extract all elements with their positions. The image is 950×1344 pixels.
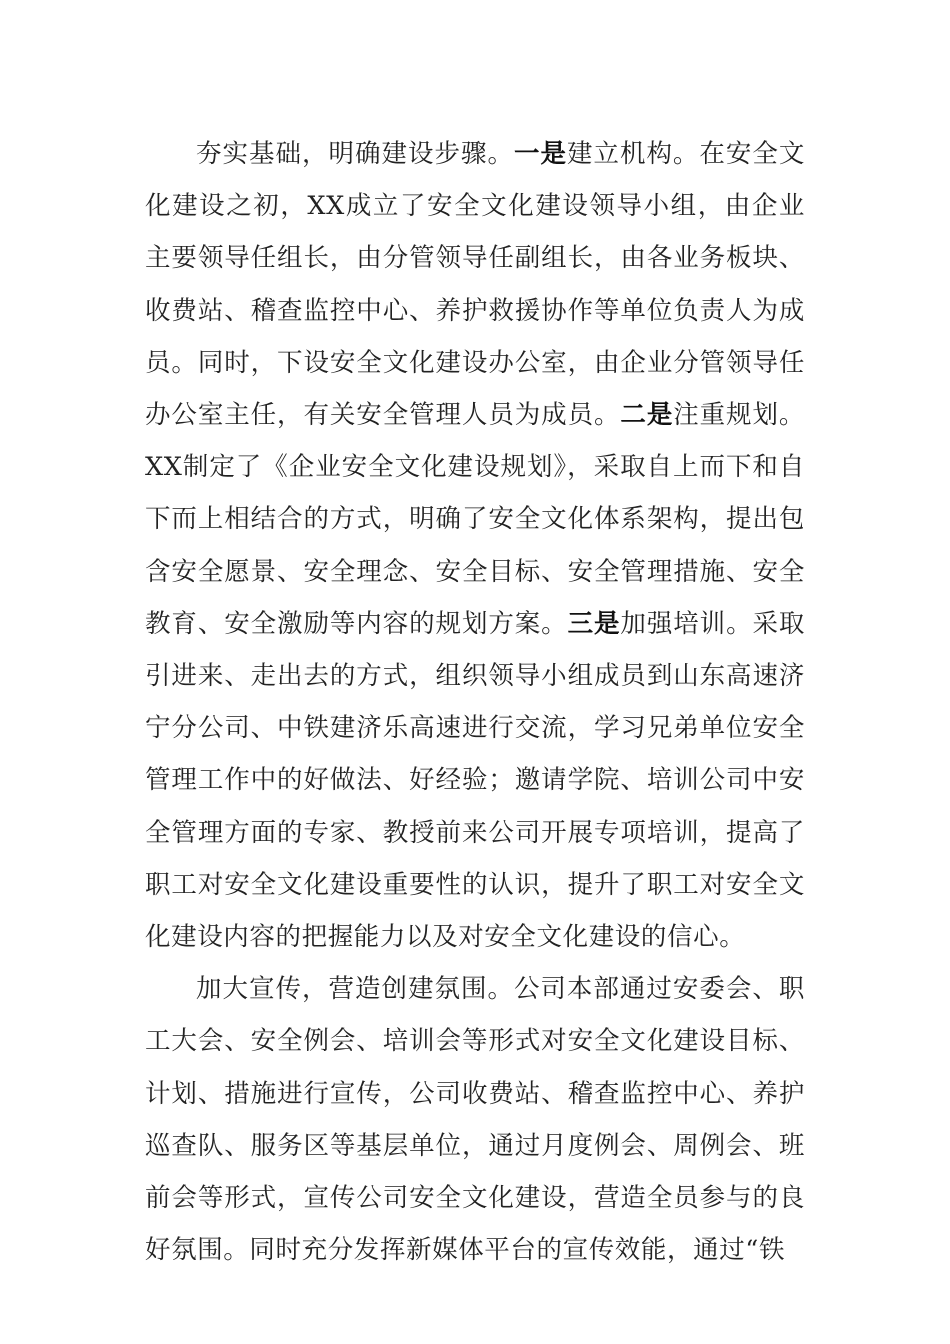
segment-keyword: 三是 [567, 608, 621, 639]
segment-keyword: 一是 [513, 139, 567, 169]
segment-text: 注重规划。XX制定了《企业安全文化建设规划》，采取自上而下和自下而上相结合的方式，明确了安全文化体系架构，提出包含安全愿景、安全理念、安全目标、安全管理措施、安全教育、安全激励等内容的规划方案。 [145, 400, 805, 639]
document-body [145, 128, 805, 1276]
segment-text: 夯实基础，明确建设步骤。 [196, 139, 514, 169]
segment-keyword: 二是 [620, 400, 674, 431]
segment-text: 建立机构。在安全文化建设之初，XX成立了安全文化建设领导小组，由企业主要领导任组长，由分管领导任副组长，由各业务板块、收费站、稽查监控中心、养护救援协作等单位负责人为成员。同时，下设安全文化建设办公室，由企业分管领导任办公室主任，有关安全管理人员为成员。 [145, 139, 806, 431]
paragraph-1 [145, 128, 805, 963]
segment-text: 加大宣传，营造创建氛围。公司本部通过安委会、职工大会、安全例会、培训会等形式对安全文化建设目标、计划、措施进行宣传，公司收费站、稽查监控中心、养护巡查队、服务区等基层单位，通过月度例会、周例会、班前会等形式，宣传公司安全文化建设，营造全员参与的良好氛围。同时充分发挥新媒体平台的宣传效能，通过“铁 [145, 974, 805, 1266]
segment-text: 加强培训。采取引进来、走出去的方式，组织领导小组成员到山东高速济宁分公司、中铁建济乐高速进行交流，学习兄弟单位安全管理工作中的好做法、好经验；邀请学院、培训公司中安全管理方面的专家、教授前来公司开展专项培训，提高了职工对安全文化建设重要性的认识，提升了职工对安全文化建设内容的把握能力以及对安全文化建设的信心。 [145, 608, 805, 953]
paragraph-2 [145, 963, 805, 1276]
